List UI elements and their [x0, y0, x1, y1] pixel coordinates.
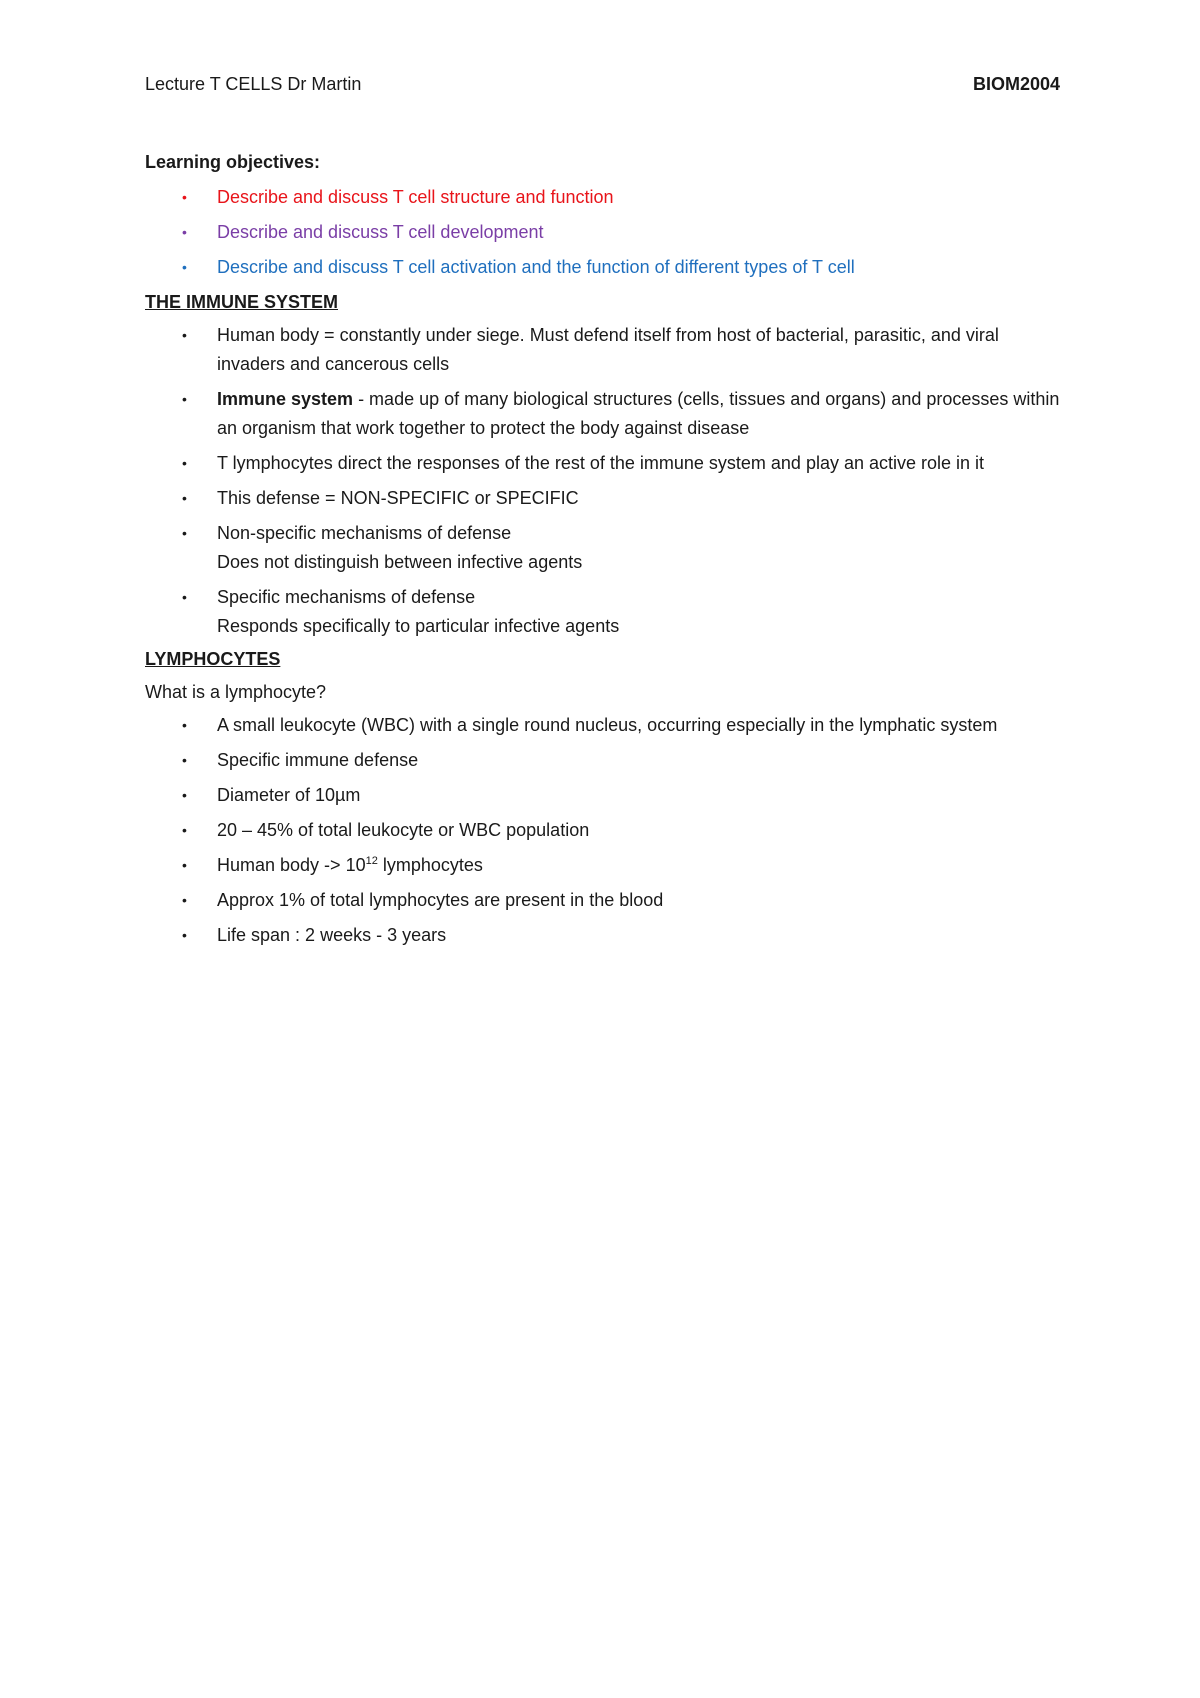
list-item [145, 519, 1060, 577]
lymphocyte-text: Approx 1% of total lymphocytes are present in the blood [217, 890, 664, 910]
bullet-icon: • [182, 490, 187, 506]
objective-text: Describe and discuss T cell development [217, 222, 544, 242]
document-page [145, 0, 1060, 1698]
bullet-icon: • [182, 787, 187, 803]
lymphocyte-question: What is a lymphocyte? [145, 682, 327, 702]
immune-text: Does not distinguish between infective agents [217, 552, 583, 572]
lymphocyte-text: lymphocytes [377, 855, 483, 875]
list-item [145, 218, 1060, 247]
document-body [145, 148, 1060, 956]
immune-text: Non-specific mechanisms of defense [217, 523, 512, 543]
lymphocytes-list [145, 711, 1060, 950]
immune-text: Specific mechanisms of defense [217, 587, 476, 607]
immune-text: T lymphocytes direct the responses of the rest of the immune system and play an active role in it [217, 453, 985, 473]
bullet-icon: • [182, 752, 187, 768]
list-item [145, 886, 1060, 915]
immune-text: Responds specifically to particular infective agents [217, 616, 620, 636]
page-header [145, 74, 1060, 100]
list-item [145, 253, 1060, 282]
immune-system-list [145, 321, 1060, 641]
bullet-icon: • [182, 224, 187, 240]
list-item [145, 583, 1060, 641]
learning-objectives-heading: Learning objectives: [145, 152, 321, 172]
bullet-icon: • [182, 189, 187, 205]
exponent: 12 [365, 855, 378, 867]
bullet-icon: • [182, 892, 187, 908]
lymphocyte-text: Diameter of 10µm [217, 785, 361, 805]
immune-system-heading: THE IMMUNE SYSTEM [145, 292, 339, 312]
lymphocyte-text: 20 – 45% of total leukocyte or WBC population [217, 820, 590, 840]
list-item [145, 711, 1060, 740]
immune-text: - made up of many biological structures (cells, tissues and organs) and processes within an organism that work together to protect the body against disease [217, 389, 1060, 438]
lymphocytes-heading: LYMPHOCYTES [145, 649, 281, 669]
list-item [145, 183, 1060, 212]
header-course-code: BIOM2004 [972, 74, 1060, 94]
immune-text: This defense = NON-SPECIFIC or SPECIFIC [217, 488, 579, 508]
list-item [145, 449, 1060, 478]
list-item [145, 921, 1060, 950]
lymphocyte-text: Life span : 2 weeks - 3 years [217, 925, 447, 945]
bullet-icon: • [182, 259, 187, 275]
lymphocyte-text: Human body -> 10 [217, 855, 366, 875]
list-item [145, 816, 1060, 845]
header-lecture-title: Lecture T CELLS Dr Martin [145, 74, 362, 94]
objective-text: Describe and discuss T cell structure and function [217, 187, 614, 207]
objective-text: Describe and discuss T cell activation and the function of different types of T cell [217, 257, 855, 277]
bullet-icon: • [182, 525, 187, 541]
bullet-icon: • [182, 857, 187, 873]
bullet-icon: • [182, 927, 187, 943]
learning-objectives-list [145, 183, 1060, 282]
immune-term: Immune system [217, 389, 354, 409]
list-item [145, 321, 1060, 379]
list-item [145, 851, 1060, 880]
list-item [145, 746, 1060, 775]
bullet-icon: • [182, 822, 187, 838]
bullet-icon: • [182, 717, 187, 733]
bullet-icon: • [182, 589, 187, 605]
list-item [145, 385, 1060, 443]
list-item [145, 484, 1060, 513]
lymphocyte-text: A small leukocyte (WBC) with a single round nucleus, occurring especially in the lymphatic system [217, 715, 998, 735]
bullet-icon: • [182, 455, 187, 471]
immune-text: Human body = constantly under siege. Must defend itself from host of bacterial, parasitic, and viral invaders and cancerous cells [217, 325, 999, 374]
bullet-icon: • [182, 327, 187, 343]
bullet-icon: • [182, 391, 187, 407]
list-item [145, 781, 1060, 810]
lymphocyte-text: Specific immune defense [217, 750, 419, 770]
